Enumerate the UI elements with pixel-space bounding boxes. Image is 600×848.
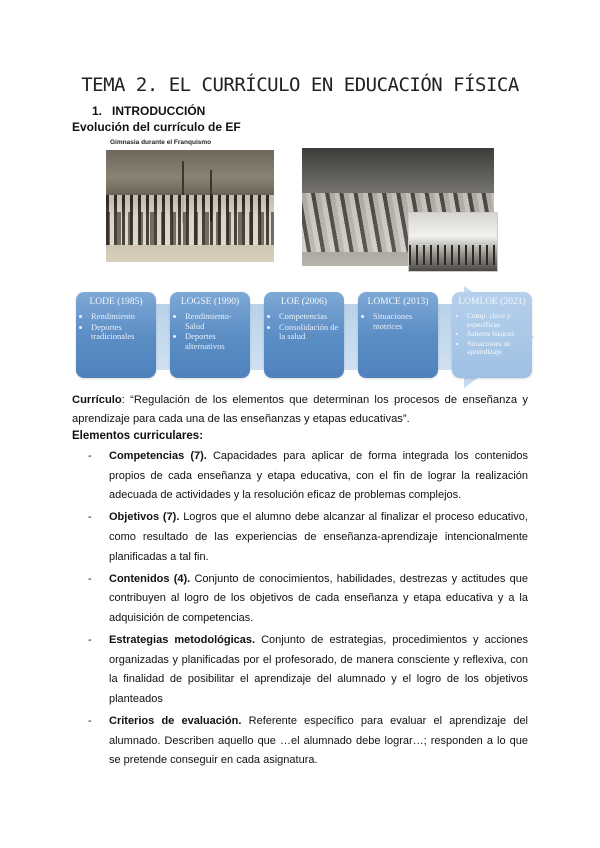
timeline-point: • Rendimiento-Salud bbox=[185, 312, 250, 331]
section-number: 1. bbox=[92, 104, 103, 118]
list-dash: - bbox=[88, 634, 92, 647]
timeline-law: LOGSE (1990) bbox=[180, 297, 240, 307]
curriculo-term: Currículo bbox=[72, 394, 122, 406]
curriculo-text: : “Regulación de los elementos que determinan los procesos de enseñanza y aprendizaje para cada una de las enseñanzas y etapas educativas”. bbox=[72, 394, 528, 425]
list-item-contenidos bbox=[88, 570, 528, 629]
item-term: Objetivos (7). bbox=[109, 511, 180, 524]
list-dash: - bbox=[88, 715, 92, 728]
list-dash: - bbox=[88, 572, 92, 585]
timeline-point: • Saberes básicos bbox=[467, 330, 532, 339]
timeline-box-lode bbox=[76, 292, 156, 378]
timeline-point: • Consolidación de la salud bbox=[279, 323, 344, 342]
timeline-box-lomce bbox=[358, 292, 438, 378]
timeline-point: • Comp. clave y específicas bbox=[467, 312, 532, 329]
photo-franquismo-gymnastics bbox=[106, 150, 274, 262]
list-item-criterios bbox=[88, 712, 528, 771]
timeline-law: LOMLOE (2021) bbox=[458, 297, 526, 307]
timeline-law: LOE (2006) bbox=[280, 297, 328, 307]
item-text: Conjunto de estrategias, procedimientos y acciones organizadas y planificadas por el profesorado, de manera consciente y reflexiva, con la finalidad de posibilitar el aprendizaje del alumnado y el logro de los objetivos planteados bbox=[109, 634, 528, 705]
timeline-point: • Deportes alternativos bbox=[185, 332, 250, 351]
section-title: INTRODUCCIÓN bbox=[112, 104, 206, 118]
timeline-point: • Deportes tradicionales bbox=[91, 323, 156, 342]
timeline-point: • Situaciones motrices bbox=[373, 312, 438, 331]
item-term: Competencias (7). bbox=[109, 450, 207, 462]
list-dash: - bbox=[88, 511, 92, 524]
item-text: Referente específico para evaluar el aprendizaje del alumnado. Describen aquello que …el alumnado debe lograr…; responden a lo que se pretende conseguir en cada asignatura. bbox=[109, 715, 529, 767]
timeline-point: • Competencias bbox=[279, 312, 344, 322]
photo-school-yard bbox=[408, 212, 498, 272]
timeline-box-loe bbox=[264, 292, 344, 378]
item-text: Capacidades para aplicar de forma integrada los contenidos propios de cada enseñanza y etapa educativa, con el fin de lograr la realización adecuada de actividades y la resolución eficaz de problemas complejos. bbox=[109, 450, 528, 502]
item-text: Logros que el alumno debe alcanzar al finalizar el proceso educativo, como resultado de las experiencias de enseñanza-aprendizaje intencionalmente planificadas a tal fin. bbox=[109, 511, 528, 563]
section-heading bbox=[92, 104, 205, 118]
curriculo-definition bbox=[72, 391, 528, 429]
page-title: TEMA 2. EL CURRÍCULO EN EDUCACIÓN FÍSICA bbox=[81, 74, 519, 96]
image-caption: Gimnasia durante el Franquismo bbox=[110, 139, 212, 146]
list-item-competencias bbox=[88, 447, 528, 506]
timeline-law: LOMCE (2013) bbox=[367, 297, 429, 307]
elements-heading: Elementos curriculares: bbox=[72, 430, 204, 442]
timeline-point: • Rendimiento bbox=[91, 312, 156, 322]
item-term: Estrategias metodológicas. bbox=[109, 634, 256, 647]
curricular-elements-list bbox=[88, 447, 528, 773]
item-text: Conjunto de conocimientos, habilidades, destrezas y actitudes que contribuyen al logro de los objetivos de cada enseñanza y etapa educativa y a la adquisición de competencias. bbox=[109, 572, 528, 624]
timeline-box-logse bbox=[170, 292, 250, 378]
list-item-estrategias bbox=[88, 631, 528, 709]
timeline-box-lomloe bbox=[452, 292, 532, 378]
list-dash: - bbox=[88, 450, 92, 462]
subheading: Evolución del currículo de EF bbox=[72, 120, 241, 134]
item-term: Criterios de evaluación. bbox=[109, 715, 242, 728]
timeline-law: LODE (1985) bbox=[89, 297, 143, 307]
list-item-objetivos bbox=[88, 508, 528, 567]
timeline-point: • Situaciones de aprendizaje bbox=[467, 340, 532, 357]
item-term: Contenidos (4). bbox=[109, 572, 191, 585]
